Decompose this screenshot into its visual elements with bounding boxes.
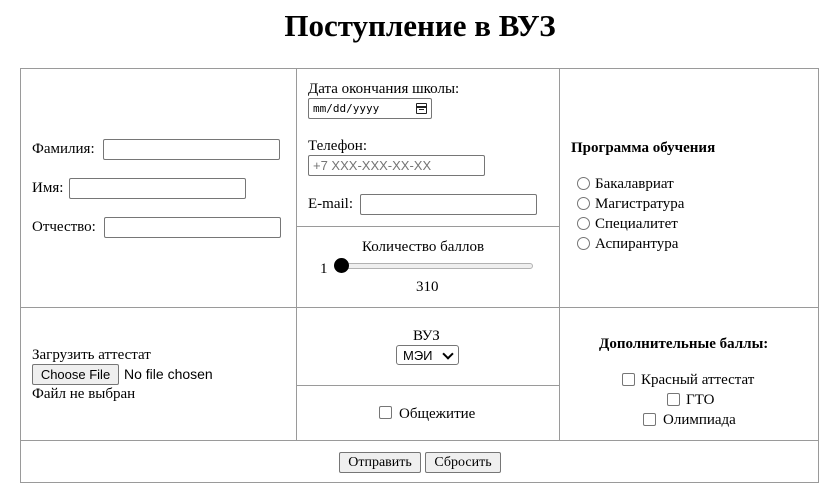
surname-input[interactable]: [103, 139, 280, 160]
name-label: Имя:: [32, 180, 64, 196]
university-select[interactable]: [396, 345, 459, 365]
certificate-label: Загрузить аттестат: [32, 347, 151, 363]
extra-points-title: Дополнительные баллы:: [599, 336, 769, 352]
submit-button[interactable]: Отправить: [339, 452, 421, 473]
olympiad-label: Олимпиада: [663, 412, 736, 428]
score-label: Количество баллов: [362, 239, 485, 255]
graduation-date-input[interactable]: [308, 98, 432, 119]
file-status: Файл не выбран: [32, 386, 136, 402]
email-input[interactable]: [360, 194, 537, 215]
phone-input[interactable]: [308, 155, 485, 176]
choose-file-button[interactable]: Choose File: [32, 364, 119, 385]
university-label: ВУЗ: [413, 328, 440, 344]
name-input[interactable]: [69, 178, 246, 199]
cell-divider: [296, 385, 559, 386]
no-file-chosen-text: No file chosen: [124, 366, 213, 382]
radio-specialist[interactable]: [577, 217, 590, 230]
gto-label: ГТО: [686, 392, 715, 408]
red-certificate-label: Красный аттестат: [641, 372, 755, 388]
score-value: 310: [416, 279, 439, 295]
page-title: Поступление в ВУЗ: [284, 8, 556, 43]
score-slider-track[interactable]: [341, 263, 533, 269]
radio-master[interactable]: [577, 197, 590, 210]
gto-checkbox[interactable]: [667, 393, 680, 406]
patronymic-label: Отчество:: [32, 219, 96, 235]
score-min-label: 1: [320, 261, 328, 277]
radio-bachelor[interactable]: [577, 177, 590, 190]
patronymic-input[interactable]: [104, 217, 281, 238]
score-slider-thumb[interactable]: [334, 258, 349, 273]
row-divider: [20, 440, 819, 441]
olympiad-checkbox[interactable]: [643, 413, 656, 426]
chevron-down-icon: [442, 348, 453, 359]
graduation-date-label: Дата окончания школы:: [308, 81, 460, 97]
email-label: E-mail:: [308, 196, 353, 212]
row-divider: [20, 307, 819, 308]
surname-label: Фамилия:: [32, 141, 95, 157]
dormitory-checkbox[interactable]: [379, 406, 392, 419]
phone-label: Телефон:: [308, 138, 367, 154]
radio-bachelor-label: Бакалавриат: [595, 176, 674, 192]
radio-postgraduate[interactable]: [577, 237, 590, 250]
radio-postgraduate-label: Аспирантура: [595, 236, 679, 252]
radio-specialist-label: Специалитет: [595, 216, 678, 232]
university-selected-value: МЭИ: [403, 348, 433, 363]
date-placeholder: mm/dd/yyyy: [313, 102, 380, 115]
cell-divider: [296, 226, 559, 227]
column-divider: [559, 68, 560, 441]
program-title: Программа обучения: [571, 140, 716, 156]
red-certificate-checkbox[interactable]: [622, 373, 635, 386]
reset-button[interactable]: Сбросить: [425, 452, 501, 473]
dormitory-label: Общежитие: [399, 406, 476, 422]
calendar-icon[interactable]: [416, 103, 427, 114]
radio-master-label: Магистратура: [595, 196, 685, 212]
